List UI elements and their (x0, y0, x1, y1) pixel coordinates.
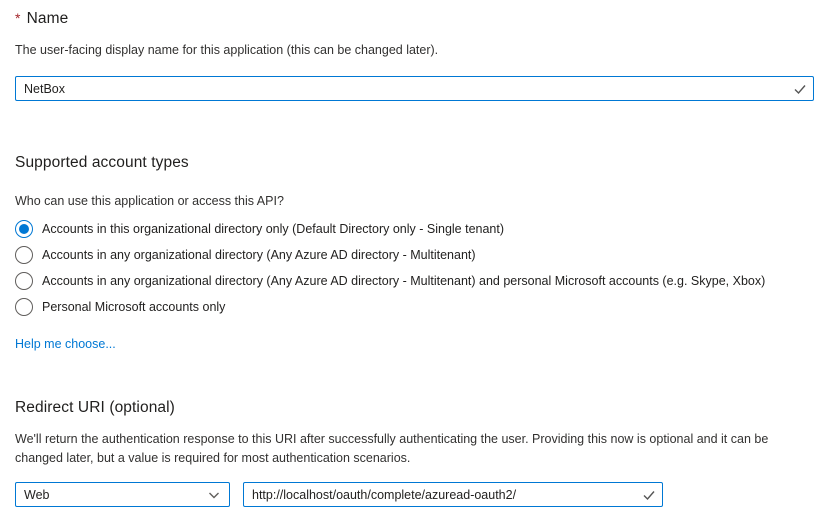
radio-label: Accounts in any organizational directory (Any Azure AD directory - Multitenant) (42, 248, 476, 262)
radio-icon (15, 246, 33, 264)
radio-icon (15, 220, 33, 238)
redirect-uri-input-wrap (243, 482, 663, 507)
radio-option-single-tenant[interactable] (15, 216, 814, 242)
account-types-radio-group (15, 216, 814, 320)
required-marker: * (15, 10, 21, 26)
radio-label: Accounts in this organizational directory only (Default Directory only - Single tenant) (42, 222, 505, 236)
redirect-uri-input[interactable] (243, 482, 663, 507)
radio-option-personal-only[interactable] (15, 294, 814, 320)
radio-option-multitenant-personal[interactable] (15, 268, 814, 294)
name-title-text: Name (26, 10, 69, 27)
account-types-section (15, 154, 814, 353)
radio-label: Accounts in any organizational directory (Any Azure AD directory - Multitenant) and personal Microsoft accounts (e.g. Skype, Xbox) (42, 274, 766, 288)
redirect-uri-description: We'll return the authentication response to this URI after successfully authenticating the user. Providing this now is optional and it can be changed later, but a value is required for most authentication scenarios. (15, 432, 769, 465)
platform-select[interactable] (15, 482, 230, 507)
redirect-uri-row (15, 482, 814, 507)
platform-select-value: Web (24, 487, 50, 502)
name-input[interactable] (15, 76, 814, 101)
help-me-choose-link[interactable]: Help me choose... (15, 337, 116, 351)
name-description: The user-facing display name for this application (this can be changed later). (15, 43, 439, 57)
name-section-title (15, 10, 814, 28)
account-types-title: Supported account types (15, 154, 189, 171)
radio-icon (15, 272, 33, 290)
account-types-question: Who can use this application or access this API? (15, 194, 284, 208)
radio-label: Personal Microsoft accounts only (42, 300, 226, 314)
redirect-uri-section (15, 399, 814, 507)
redirect-uri-title: Redirect URI (optional) (15, 399, 175, 416)
name-input-wrap (15, 76, 814, 101)
chevron-down-icon (207, 488, 221, 502)
name-section (15, 10, 814, 101)
radio-option-multitenant[interactable] (15, 242, 814, 268)
radio-icon (15, 298, 33, 316)
